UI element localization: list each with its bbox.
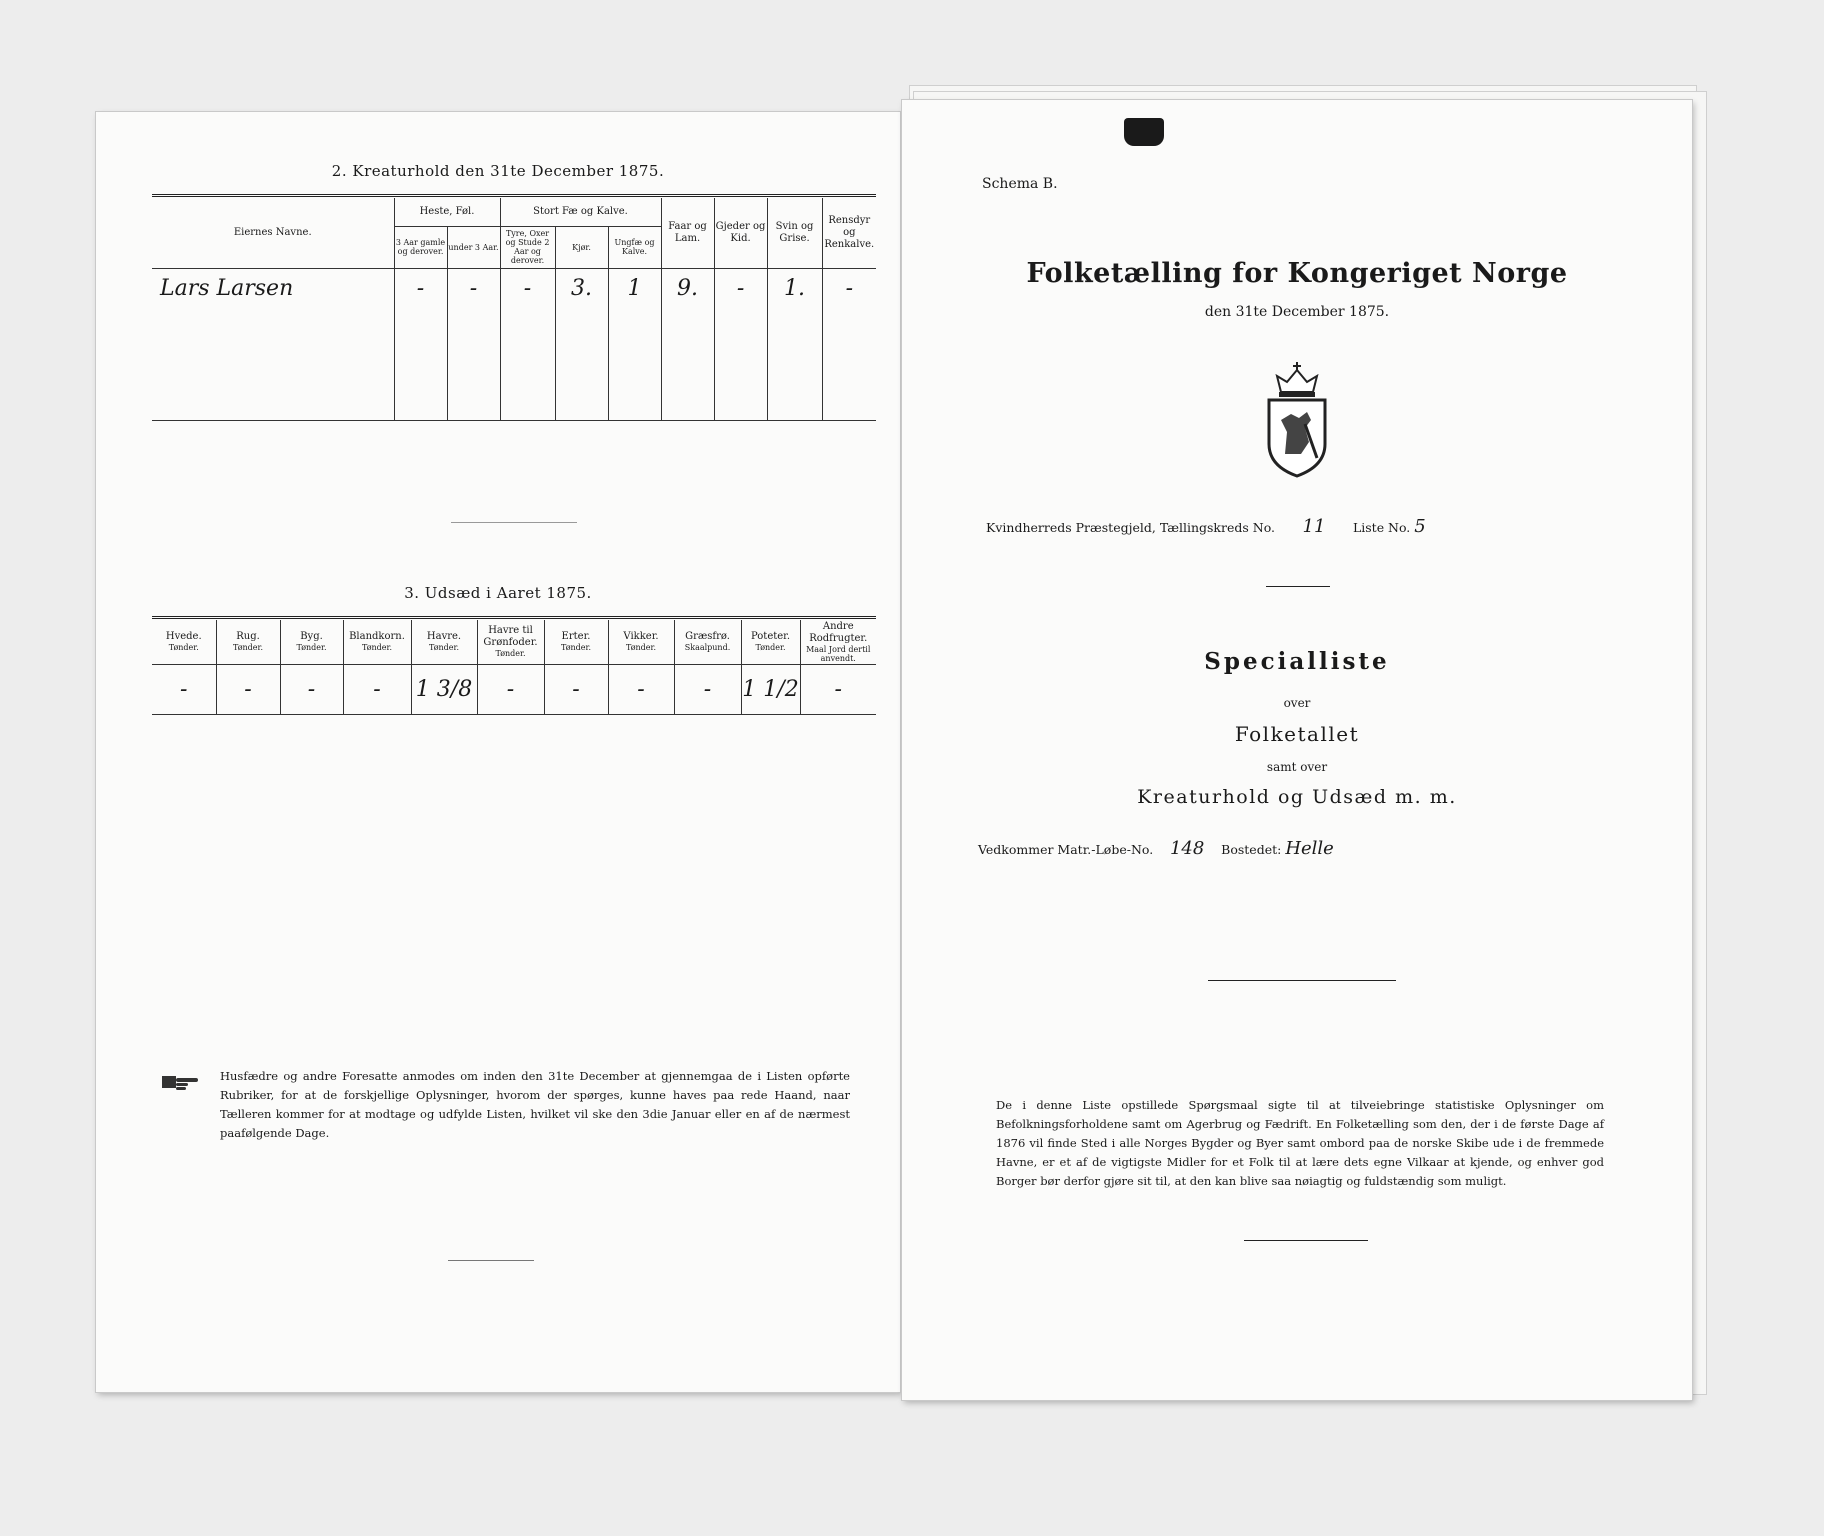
bulls-value: - [500, 268, 555, 308]
seed-value: - [477, 664, 544, 714]
footnote-text: Husfædre og andre Foresatte anmodes om inden den 31te December at gjennemgaa de i Listen opførte Rubriker, for at de forskjellige Oplysninger, hvorom der spørges, kunne haves paa rede Haand, naar Tælleren kommer for at modtage og udfylde Listen, hvilket vil ske den 3die Januar eller en af de nærmest paafølgende Dage. [220, 1069, 850, 1140]
divider [1244, 1240, 1368, 1241]
over-label: over [1283, 696, 1311, 710]
tk-label: Tællingskreds No. [1159, 520, 1275, 535]
document-date: den 31te December 1875. [1204, 304, 1390, 320]
horses-old-header: 3 Aar gamle og derover. [394, 226, 447, 268]
reindeer-value: - [822, 268, 876, 308]
livestock-table [152, 198, 876, 421]
pointing-hand-icon [160, 1072, 204, 1092]
bosted-label: Bostedet: [1221, 842, 1282, 857]
livestock-section-title: 2. Kreaturhold den 31te December 1875. [331, 162, 665, 180]
cows-value: 3. [555, 268, 608, 308]
owner-name: Lars Larsen [152, 268, 394, 308]
divider [448, 1260, 534, 1261]
bulls-header: Tyre, Oxer og Stude 2 Aar og derover. [500, 226, 555, 268]
tk-value: 11 [1302, 516, 1326, 537]
explanatory-note: De i denne Liste opstillede Spørgsmaal sigte til at tilveiebringe statistiske Oplysninger om Befolkningsforholdene samt om Agerbrug og Fædrift. En Folketælling som den, der i de første Dage af 1876 vil finde Sted i alle Norges Bygder og Byer samt ombord paa de norske Skibe ude i de fremmede Havne, er et af de vigtigste Midler for et Folk til at lære dets egne Vilkaar at kjende, og enhver god Borger bør derfor gjøre sit til, at den kan blive saa nøiagtig og fuldstændig som muligt. [996, 1098, 1604, 1188]
owner-header: Eiernes Navne. [152, 198, 394, 268]
divider [451, 522, 577, 523]
sheep-header: Faar og Lam. [661, 198, 714, 268]
seed-value: 1 1/2 [741, 664, 800, 714]
horses-old-value: - [394, 268, 447, 308]
seed-header-rodfrugter: Andre Rodfrugter. Maal Jord dertil anvendt. [800, 620, 876, 664]
seed-value: - [343, 664, 411, 714]
seed-header-byg: Byg. Tønder. [280, 620, 343, 664]
goats-header: Gjeder og Kid. [714, 198, 767, 268]
calves-header: Ungfæ og Kalve. [608, 226, 661, 268]
specialliste-title: Specialliste [1204, 648, 1390, 675]
seed-value: - [544, 664, 608, 714]
right-page [902, 100, 1692, 1400]
seed-section-title: 3. Udsæd i Aaret 1875. [404, 584, 592, 602]
seed-header-havre: Havre. Tønder. [411, 620, 477, 664]
schema-label: Schema B. [982, 176, 1058, 192]
seed-table [152, 620, 876, 715]
matr-value: 148 [1169, 838, 1205, 859]
seed-header-hvede: Hvede. Tønder. [152, 620, 216, 664]
seed-value: 1 3/8 [411, 664, 477, 714]
matr-label: Vedkommer Matr.-Løbe-No. [978, 842, 1154, 857]
seed-value: - [280, 664, 343, 714]
table-top-rule [152, 194, 876, 197]
seed-header-vikker: Vikker. Tønder. [608, 620, 674, 664]
bosted-value: Helle [1285, 838, 1334, 859]
horses-young-header: under 3 Aar. [447, 226, 500, 268]
kreaturhold-label: Kreaturhold og Udsæd m. m. [1137, 786, 1457, 808]
seed-value: - [674, 664, 741, 714]
liste-label: Liste No. [1352, 520, 1411, 535]
cattle-header: Stort Fæ og Kalve. [500, 198, 661, 226]
seed-value: - [800, 664, 876, 714]
cows-header: Kjør. [555, 226, 608, 268]
left-page [96, 112, 900, 1392]
seed-value: - [608, 664, 674, 714]
goats-value: - [714, 268, 767, 308]
seed-header-blandkorn: Blandkorn. Tønder. [343, 620, 411, 664]
document-title: Folketælling for Kongeriget Norge [1026, 258, 1568, 289]
seed-value: - [216, 664, 280, 714]
binding-mark [1124, 118, 1164, 146]
reindeer-header: Rensdyr og Renkalve. [822, 198, 876, 268]
horses-header: Heste, Føl. [394, 198, 500, 226]
divider [1266, 586, 1330, 587]
sheep-value: 9. [661, 268, 714, 308]
matrikkel-line [978, 838, 1618, 859]
divider [1208, 980, 1396, 981]
seed-header-rug: Rug. Tønder. [216, 620, 280, 664]
liste-value: 5 [1414, 516, 1426, 537]
horses-young-value: - [447, 268, 500, 308]
coat-of-arms-icon [1261, 362, 1333, 480]
seed-header-havre-gronfoder: Havre til Grønfoder. Tønder. [477, 620, 544, 664]
seed-value: - [152, 664, 216, 714]
folketallet-label: Folketallet [1234, 722, 1360, 746]
district-line [986, 516, 1626, 537]
pigs-header: Svin og Grise. [767, 198, 822, 268]
seed-header-erter: Erter. Tønder. [544, 620, 608, 664]
seed-table-top-rule [152, 616, 876, 619]
seed-header-graesfro: Græsfrø. Skaalpund. [674, 620, 741, 664]
seed-header-poteter: Poteter. Tønder. [741, 620, 800, 664]
calves-value: 1 [608, 268, 661, 308]
samt-over-label: samt over [1266, 760, 1328, 774]
district-label: Kvindherreds Præstegjeld, [986, 520, 1156, 535]
pigs-value: 1. [767, 268, 822, 308]
